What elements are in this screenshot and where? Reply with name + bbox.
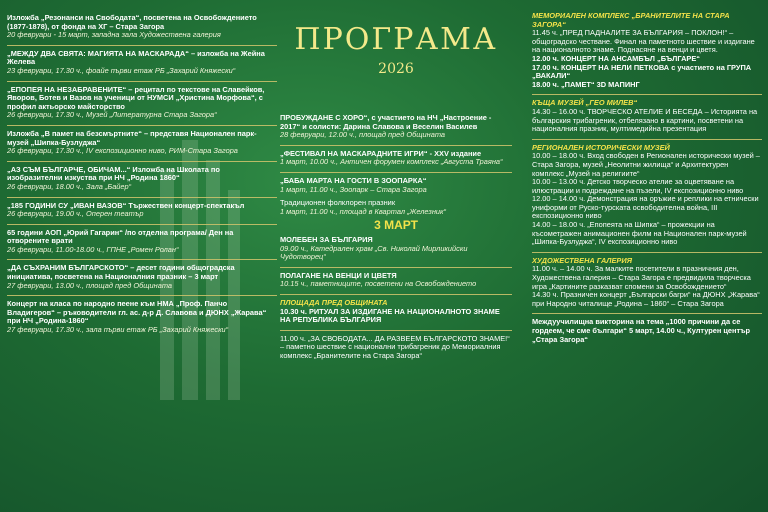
event-when: 26 февруари, 19.00 ч., Оперен театър <box>7 209 144 219</box>
venue-line: 12.00 – 14.00 ч. Демонстрация на оръжие и реплики на етнически униформи от Руско-турската освободителна война, III експозиционно ниво <box>532 194 759 221</box>
event-when: 20 февруари - 15 март, западна зала Художествена галерия <box>7 30 221 40</box>
event-when: 1 март, 11.00 ч., Зоопарк – Стара Загора <box>280 184 427 194</box>
divider <box>280 145 512 146</box>
event-title: 65 години АОП „Юрий Гагарин“ /по отделна програма/ Ден на отворените врати <box>7 227 234 246</box>
event-when: 1 март, 11.00 ч., площад в Квартал „Железник“ <box>280 206 446 216</box>
divider <box>7 81 277 82</box>
event-title: „185 ГОДИНИ СУ „ИВАН ВАЗОВ“ Тържествен концерт-спектакъл <box>7 200 245 210</box>
event-when: 26 февруари, 11.00-18.00 ч., ГПНЕ „Ромен Ролан“ <box>7 244 179 254</box>
venue-line: Междуучилищна викторина на тема „1000 причини да се гордеем, че сме българи“ 5 март, 14.00 ч., Културен център „Стара Загора“ <box>532 317 751 344</box>
venue-line: 10.00 – 13.00 ч. Детско творческо ателие за оцветяване на илюстрации и подреждане на пъзели, IV експозиционно ниво <box>532 177 744 195</box>
column-middle <box>280 114 512 365</box>
venue-line: 10.00 – 18.00 ч. Вход свободен в Регионален исторически музей – Стара Загора, музей „Неолитни жилища“ и Архитектурен комплекс „Музей на религиите“ <box>532 151 760 178</box>
event-when: 23 февруари, 17.30 ч., фоайе първи етаж РБ „Захарий Княжески“ <box>7 65 236 75</box>
event-2 <box>7 50 277 76</box>
page-year: 2026 <box>378 61 414 77</box>
event-7 <box>7 229 277 255</box>
event-12 <box>280 177 512 194</box>
event-when: 10.15 ч., паметниците, посветени на Освобождението <box>280 279 477 289</box>
event-title: ПРОБУЖДАНЕ С ХОРО“, с участието на НЧ „Настроение - 2017“ и солисти: Дарина Славова и Веселин Василев <box>280 113 492 131</box>
event-title: 10.30 ч. РИТУАЛ ЗА ИЗДИГАНЕ НА НАЦИОНАЛНОТО ЗНАМЕ НА РЕПУБЛИКА БЪЛГАРИЯ <box>280 306 500 325</box>
divider <box>280 267 512 268</box>
event-15 <box>280 272 512 289</box>
venue-3 <box>532 144 762 247</box>
divider <box>7 45 277 46</box>
venue-2 <box>532 99 762 133</box>
venue-1 <box>532 12 762 89</box>
venue-4 <box>532 257 762 309</box>
event-when: 27 февруари, 13.00 ч., площад пред Общината <box>7 280 173 290</box>
venue-heading: МЕМОРИАЛЕН КОМПЛЕКС „БРАНИТЕЛИТЕ НА СТАРА ЗАГОРА“ <box>532 11 730 29</box>
event-when: 26 февруари, 18.00 ч., Зала „Байер“ <box>7 181 132 191</box>
event-title: „МЕЖДУ ДВА СВЯТА: МАГИЯТА НА МАСКАРАДА“ – изложба на Жейна Желева <box>7 48 265 67</box>
column-right <box>532 12 762 349</box>
divider <box>7 125 277 126</box>
program-header <box>280 22 512 77</box>
event-title: „ДА СЪХРАНИМ БЪЛГАРСКОТО“ – десет години общоградска инициатива, посветена на Националния празник – 3 март <box>7 263 235 282</box>
venue-line: 14.00 – 18.00 ч. „Епопеята на Шипка“ – прожекции на късометражен анимационен филм на Национален парк-музей „Шипка-Бузлуджа“, IV експозиционно ниво <box>532 220 747 247</box>
event-title: 11.00 ч. „ЗА СВОБОДАТА... ДА РАЗВЕЕМ БЪЛГАРСКОТО ЗНАМЕ!“ – паметно шествие с национални трибагреник до Мемориалния комплекс „Бранителите на Стара Загора“ <box>280 333 510 360</box>
event-when: 28 февруари, 12.00 ч., площад пред Общината <box>280 130 446 140</box>
event-6 <box>7 202 277 219</box>
event-11 <box>280 150 512 167</box>
venue-line: 12.00 ч. КОНЦЕРТ НА АНСАМБЪЛ „БЪЛГАРЕ“ <box>532 53 700 63</box>
divider <box>7 295 277 296</box>
event-8 <box>7 264 277 290</box>
event-5 <box>7 166 277 192</box>
section-heading: ПЛОЩАДА ПРЕД ОБЩИНАТА <box>280 297 388 307</box>
event-when: 27 февруари, 17.30 ч., зала първи етаж РБ „Захарий Княжески“ <box>7 325 229 335</box>
venue-line: 11.00 ч. – 14.00 ч. За малките посетители в празничния ден, Художествена галерия – Стара Загора е предвидила творческа игра „Картините разказват спомени за Освобождението“ <box>532 264 751 291</box>
page-title: ПРОГРАМА <box>294 22 498 57</box>
event-when: 26 февруари, 17.30 ч., Музей „Литературна Стара Загора“ <box>7 110 217 120</box>
divider <box>7 197 277 198</box>
event-17 <box>280 335 512 361</box>
event-title: Изложба „Резонанси на Свободата“, посветена на Освобождението (1877-1878), от фонда на ХГ – Стара Загора <box>7 13 257 31</box>
event-title: Концерт на класа по народно пеене към НМА „Проф. Панчо Владигеров“ – ръководители гл. ас. д-р Д. Славова и ДЮНХ „Жарава“ при НЧ „Родина-1860“ <box>7 299 267 326</box>
event-title: „ЕПОПЕЯ НА НЕЗАБРАВЕНИТЕ“ – рецитал по текстове на Славейков, Яворов, Ботев и Вазов на ученици от НУМСИ „Христина Морфова“, с профил актьорско майсторство <box>7 84 265 111</box>
event-title: МОЛЕБЕН ЗА БЪЛГАРИЯ <box>280 234 373 244</box>
divider <box>7 161 277 162</box>
divider <box>280 330 512 331</box>
divider <box>280 172 512 173</box>
event-title: „БАБА МАРТА НА ГОСТИ В ЗООПАРКА“ <box>280 175 427 185</box>
venue-5 <box>532 318 762 344</box>
day-heading: 3 МАРТ <box>374 218 418 233</box>
divider <box>532 94 762 95</box>
divider <box>280 294 512 295</box>
divider <box>532 252 762 253</box>
venue-heading: РЕГИОНАЛЕН ИСТОРИЧЕСКИ МУЗЕЙ <box>532 142 670 152</box>
event-title: „ФЕСТИВАЛ НА МАСКАРАДНИТЕ ИГРИ“ - XXV издание <box>280 148 482 158</box>
venue-heading: ХУДОЖЕСТВЕНА ГАЛЕРИЯ <box>532 255 633 265</box>
event-14 <box>280 236 512 262</box>
venue-line: 17.00 ч. КОНЦЕРТ НА НЕЛИ ПЕТКОВА с участието на ГРУПА „ВАКАЛИ“ <box>532 62 752 81</box>
venue-line: 14.30 – 16.00 ч. ТВОРЧЕСКО АТЕЛИЕ И БЕСЕДА – Историята на българския трибагреник, отбелязано в картини, посветени на националния празник, мултимедийна презентация <box>532 106 758 134</box>
venue-line: 18.00 ч. „ПАМЕТ“ 3D МАПИНГ <box>532 79 640 89</box>
event-9 <box>7 300 277 334</box>
event-13 <box>280 199 512 216</box>
divider <box>7 224 277 225</box>
event-3 <box>7 86 277 120</box>
event-title: ПОЛАГАНЕ НА ВЕНЦИ И ЦВЕТЯ <box>280 270 397 280</box>
venue-heading: КЪЩА МУЗЕЙ „ГЕО МИЛЕВ“ <box>532 98 638 108</box>
event-title: Традиционен фолклорен празник <box>280 198 396 208</box>
event-title: Изложба „В памет на безсмъртните“ – представя Национален парк-музей „Шипка-Бузлуджа“ <box>7 128 257 147</box>
event-when: 26 февруари, 17.30 ч., IV експозиционно ниво, РИМ-Стара Загора <box>7 146 238 156</box>
venue-line: 11.45 ч. „ПРЕД ПАДНАЛИТЕ ЗА БЪЛГАРИЯ – ПОКЛОН!“ – общоградско честване. Финал на паметното шествие и издигане на националното знаме. Поднасяне на венци и цветя. <box>532 28 755 55</box>
venue-line: 14.30 ч. Празничен концерт „Български багри“ на ДЮНХ „Жарава“ при Народно читалище „Родина – 1860“ – Стара Загора <box>532 290 760 308</box>
event-when: 09.00 ч., Катедрален храм „Св. Николай Мирликийски Чудотворец“ <box>280 243 468 262</box>
event-10 <box>280 114 512 140</box>
event-16 <box>280 308 512 325</box>
divider <box>532 139 762 140</box>
event-title: „АЗ СЪМ БЪЛГАРЧЕ, ОБИЧАМ...“ Изложба на Школата по изобразителни изкуства при НЧ „Родина 1860“ <box>7 164 220 183</box>
event-4 <box>7 130 277 156</box>
divider <box>7 259 277 260</box>
event-1 <box>7 14 277 40</box>
column-left <box>7 14 277 340</box>
event-when: 1 март, 10.00 ч., Античен форумен комплекс „Августа Траяна“ <box>280 157 503 167</box>
divider <box>532 313 762 314</box>
